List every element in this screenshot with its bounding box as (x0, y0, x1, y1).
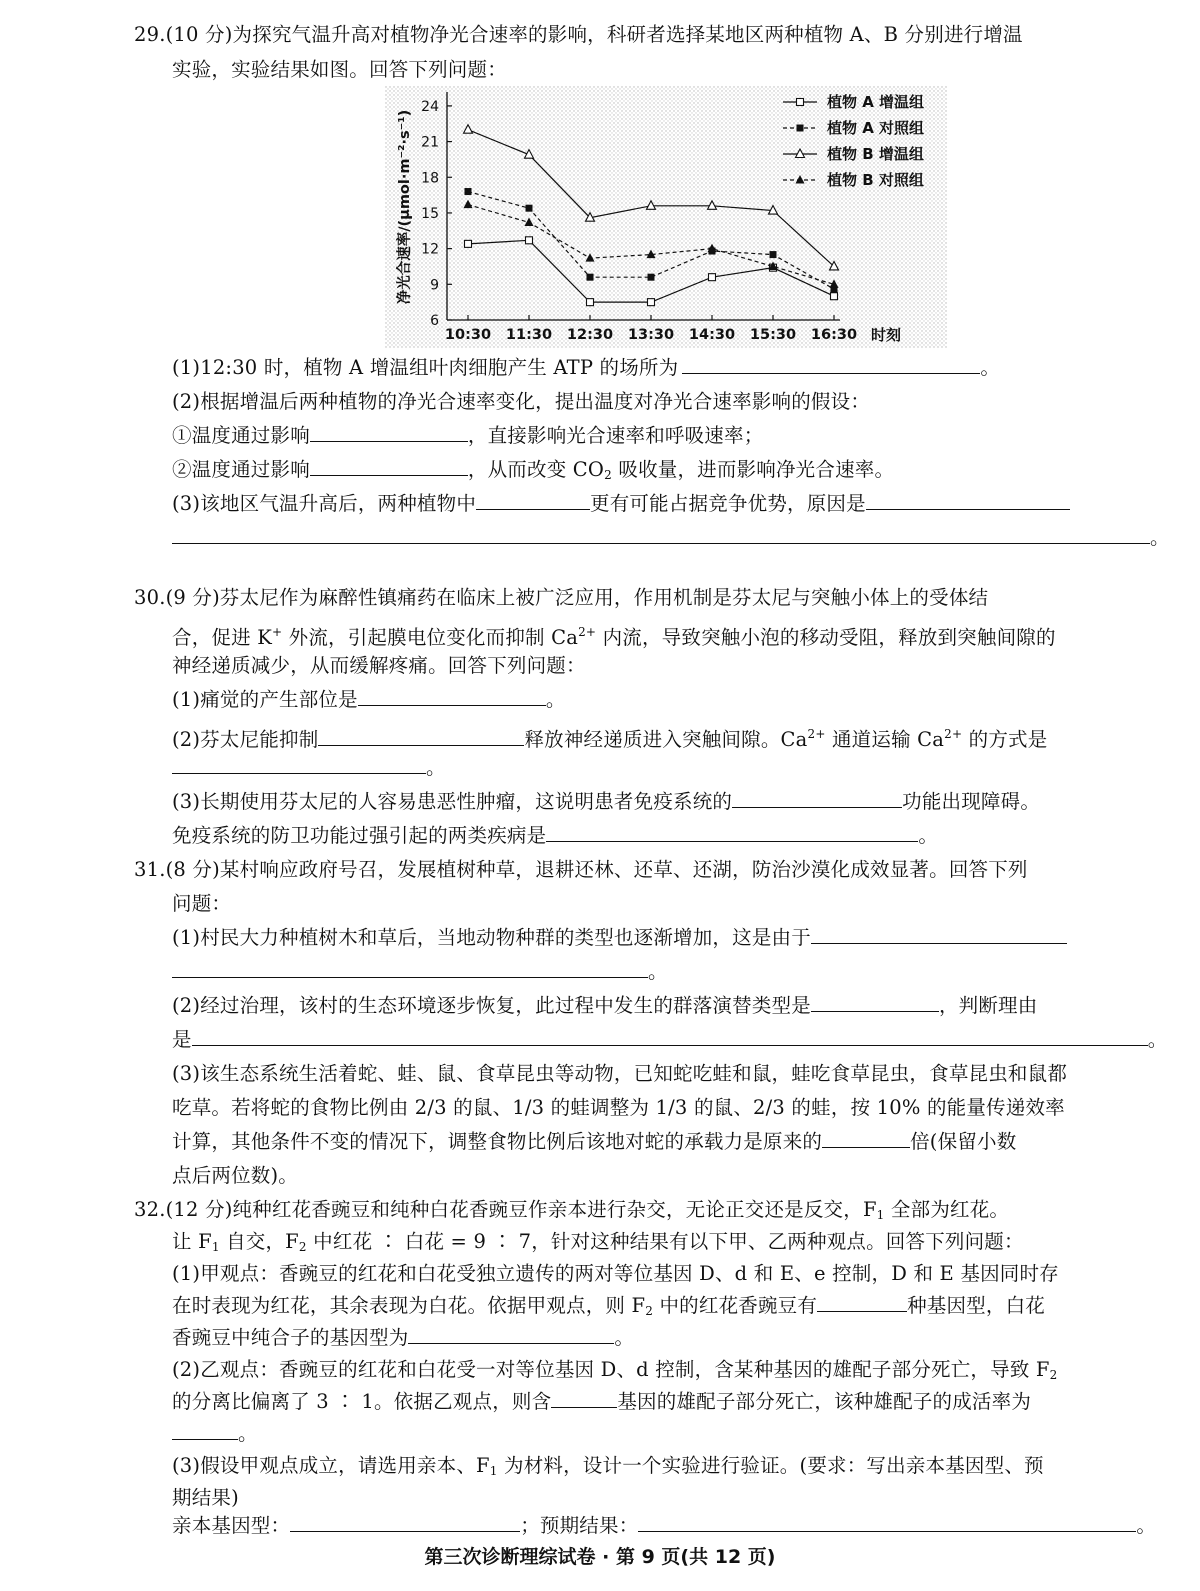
subscript: 1 (211, 1240, 220, 1254)
net-photosynthesis-chart (385, 86, 947, 348)
text: ，判断理由 (938, 994, 1038, 1017)
text: (3)长期使用芬太尼的人容易患恶性肿瘤，这说明患者免疫系统的 (172, 790, 733, 813)
punct: 。 (980, 356, 1001, 379)
answer-blank[interactable] (408, 1321, 614, 1344)
q31-part2-cont (172, 1023, 1167, 1057)
text: 香豌豆中纯合子的基因型为 (172, 1326, 409, 1349)
q29-part2: (2)根据增温后两种植物的净光合速率变化，提出温度对净光合速率影响的假设： (172, 390, 871, 413)
subscript: 2 (1049, 1368, 1058, 1382)
y-axis-label: 净光合速率/(μmol·m⁻²·s⁻¹) (397, 109, 413, 305)
answer-blank[interactable] (172, 1417, 238, 1440)
answer-blank[interactable] (172, 521, 1150, 544)
answer-blank[interactable] (866, 487, 1070, 510)
data-point (770, 251, 777, 258)
q31-part3-line3 (172, 1125, 1016, 1159)
y-tick-label: 12 (421, 241, 439, 258)
text: 释放神经递质进入突触间隙。Ca (524, 728, 808, 751)
q31-part3-line2: 吃草。若将蛇的食物比例由 2/3 的鼠、1/3 的蛙调整为 1/3 的鼠、2/3 的蛙，按 10% 的能量传递效率 (172, 1096, 1065, 1119)
answer-blank[interactable] (192, 1023, 1148, 1046)
y-tick-label: 6 (430, 313, 439, 329)
q29-part3-cont (172, 521, 1170, 555)
q31-part1 (172, 921, 1067, 955)
y-tick-label: 21 (421, 134, 439, 151)
q29-part3-text: (3)该地区气温升高后，两种植物中 (172, 492, 477, 515)
q30-part3 (172, 785, 1040, 819)
answer-blank[interactable] (822, 1125, 910, 1148)
data-point (465, 188, 472, 195)
x-tick-label: 11:30 (505, 327, 553, 343)
text: (1)村民大力种植树木和草后，当地动物种群的类型也逐渐增加，这是由于 (172, 926, 811, 949)
data-point (526, 205, 533, 212)
expected-result-blank[interactable] (638, 1509, 1136, 1532)
x-tick-label: 12:30 (566, 327, 614, 343)
answer-blank[interactable] (172, 955, 648, 978)
x-tick-label: 15:30 (749, 327, 797, 343)
data-point (797, 125, 804, 132)
text: 自交，F (219, 1230, 299, 1253)
text: (1)痛觉的产生部位是 (172, 688, 358, 711)
text: 基因的雄配子部分死亡，该种雄配子的成活率为 (617, 1390, 1032, 1413)
q29-part1-text: (1)12:30 时，植物 A 增温组叶肉细胞产生 ATP 的场所为 (172, 356, 679, 379)
data-point (831, 293, 838, 300)
q30-part3-cont (172, 819, 938, 853)
data-point (797, 99, 804, 106)
text: 让 F (172, 1230, 212, 1253)
q31-stem-line1: 31.(8 分)某村响应政府号召，发展植树种草，退耕还林、还草、还湖，防治沙漠化成效显著。回答下列 (134, 858, 1028, 881)
x-tick-label: 13:30 (627, 327, 675, 343)
answer-blank[interactable] (817, 1289, 907, 1312)
q31-part3-line4: 点后两位数)。 (172, 1164, 299, 1187)
punct: 。 (426, 756, 446, 779)
data-point (709, 274, 716, 281)
text: (2)经过治理，该村的生态环境逐步恢复，此过程中发生的群落演替类型是 (172, 994, 811, 1017)
data-point (465, 240, 472, 247)
legend-label: 植物 A 增温组 (827, 93, 925, 111)
text: 是 (172, 1028, 192, 1051)
answer-blank[interactable] (682, 351, 980, 374)
subscript: 2 (645, 1304, 654, 1318)
q31-part3-line1: (3)该生态系统生活着蛇、蛙、鼠、食草昆虫等动物，已知蛇吃蛙和鼠，蛙吃食草昆虫，食草昆虫和鼠都 (172, 1062, 1068, 1085)
text: 亲本基因型： (172, 1514, 291, 1537)
punct: 。 (1136, 1514, 1157, 1537)
answer-blank[interactable] (310, 453, 468, 476)
superscript: + (271, 625, 283, 639)
answer-blank[interactable] (811, 921, 1067, 944)
superscript: 2+ (944, 727, 963, 741)
q32-part2-line2 (172, 1385, 1031, 1419)
legend-label: 植物 B 对照组 (827, 171, 924, 189)
q30-stem-line1: 30.(9 分)芬太尼作为麻醉性镇痛药在临床上被广泛应用，作用机制是芬太尼与突触小体上的受体结 (134, 586, 989, 609)
answer-blank[interactable] (358, 683, 546, 706)
q31-stem-line2: 问题： (172, 892, 232, 915)
x-tick-label: 16:30 (810, 327, 858, 343)
answer-blank[interactable] (546, 819, 918, 842)
answer-blank[interactable] (318, 723, 524, 746)
text: 在时表现为红花，其余表现为白花。依据甲观点，则 F (172, 1294, 646, 1317)
q31-part1-cont (172, 955, 668, 989)
answer-blank[interactable] (551, 1385, 617, 1408)
punct: 。 (918, 824, 939, 847)
text: 的分离比偏离了 3 ∶ 1。依据乙观点，则含 (172, 1390, 552, 1413)
answer-blank[interactable] (310, 419, 468, 442)
text: 通道运输 Ca (825, 728, 945, 751)
q32-part3-line2: 期结果) (172, 1486, 239, 1509)
q29-part1 (172, 351, 1000, 385)
punct: 。 (648, 960, 668, 983)
y-tick-label: 15 (421, 205, 439, 222)
punct: 。 (545, 688, 566, 711)
punct: 。 (238, 1422, 258, 1445)
punct: 。 (1147, 1028, 1168, 1051)
x-axis-label: 时刻 (870, 326, 902, 344)
legend-label: 植物 A 对照组 (827, 119, 925, 137)
text: 的方式是 (962, 728, 1048, 751)
text: 中红花 ∶ 白花 = 9 ∶ 7，针对这种结果有以下甲、乙两种观点。回答下列问题： (306, 1230, 1024, 1253)
subscript: 1 (876, 1208, 885, 1222)
text: 全部为红花。 (884, 1198, 1010, 1221)
text: 合，促进 K (172, 626, 272, 649)
answer-blank[interactable] (476, 487, 590, 510)
punct: 。 (614, 1326, 635, 1349)
text: 为材料，设计一个实验进行验证。(要求：写出亲本基因型、预 (497, 1454, 1044, 1477)
data-point (587, 274, 594, 281)
data-point (648, 299, 655, 306)
text: 计算，其他条件不变的情况下，调整食物比例后该地对蛇的承载力是原来的 (172, 1130, 823, 1153)
text: 外流，引起膜电位变化而抑制 Ca (282, 626, 579, 649)
q29-part3 (172, 487, 1070, 521)
data-point (587, 299, 594, 306)
punct: 。 (1150, 526, 1170, 549)
q32-part1-line3 (172, 1321, 634, 1355)
q29-h1-text2: ，直接影响光合速率和呼吸速率； (467, 424, 764, 447)
text: 倍(保留小数 (910, 1130, 1017, 1153)
q29-h1-text: ①温度通过影响 (172, 424, 310, 447)
text: 内流，导致突触小泡的移动受阻，释放到突触间隙的 (596, 626, 1056, 649)
page-footer: 第三次诊断理综试卷 · 第 9 页(共 12 页) (424, 1546, 776, 1568)
x-tick-label: 10:30 (444, 327, 492, 343)
text: 功能出现障碍。 (902, 790, 1041, 813)
text: 免疫系统的防卫功能过强引起的两类疾病是 (172, 824, 547, 847)
text: (2)芬太尼能抑制 (172, 728, 319, 751)
superscript: 2+ (807, 727, 826, 741)
q29-stem-line1: 29.(10 分)为探究气温升高对植物净光合速率的影响，科研者选择某地区两种植物 A、B 分别进行增温 (134, 23, 1023, 46)
subscript: 2 (298, 1240, 307, 1254)
q29-hypothesis1 (172, 419, 763, 453)
y-tick-label: 24 (421, 98, 439, 115)
subscript: 2 (604, 468, 612, 482)
parent-genotype-blank[interactable] (290, 1509, 520, 1532)
text: (2)乙观点：香豌豆的红花和白花受一对等位基因 D、d 控制，含某种基因的雄配子部分死亡，导致 F (172, 1358, 1050, 1381)
legend-label: 植物 B 增温组 (827, 145, 924, 163)
data-point (526, 237, 533, 244)
subscript: 1 (489, 1464, 498, 1478)
q29-stem-line2: 实验，实验结果如图。回答下列问题： (172, 58, 507, 81)
superscript: 2+ (578, 625, 597, 639)
text: (3)假设甲观点成立，请选用亲本、F (172, 1454, 490, 1477)
q29-h2-text3: 吸收量，进而影响净光合速率。 (611, 458, 895, 481)
data-point (648, 274, 655, 281)
answer-blank[interactable] (732, 785, 902, 808)
q32-part2-line3 (172, 1417, 258, 1451)
answer-blank[interactable] (172, 751, 426, 774)
answer-blank[interactable] (811, 989, 939, 1012)
text: 32.(12 分)纯种红花香豌豆和纯种白花香豌豆作亲本进行杂交，无论正交还是反交，F (134, 1198, 877, 1221)
text: 种基因型，白花 (907, 1294, 1045, 1317)
q29-h2-text: ②温度通过影响 (172, 458, 310, 481)
q32-answer-line (172, 1509, 1156, 1543)
x-tick-label: 14:30 (688, 327, 736, 343)
q29-part3-text2: 更有可能占据竞争优势，原因是 (590, 492, 866, 515)
q32-part3-line1 (172, 1449, 1044, 1488)
q31-part2 (172, 989, 1037, 1023)
q30-part1 (172, 683, 566, 717)
q30-stem-line3: 神经递质减少，从而缓解疼痛。回答下列问题： (172, 654, 586, 677)
q29-h2-text2: ，从而改变 CO (467, 458, 605, 481)
text: ；预期结果： (520, 1514, 639, 1537)
y-tick-label: 18 (421, 170, 439, 187)
q30-part2-cont (172, 751, 446, 785)
y-tick-label: 9 (430, 277, 439, 294)
text: 中的红花香豌豆有 (653, 1294, 818, 1317)
q32-part1-line1: (1)甲观点：香豌豆的红花和白花受独立遗传的两对等位基因 D、d 和 E、e 控制，D 和 E 基因同时存 (172, 1262, 1059, 1285)
